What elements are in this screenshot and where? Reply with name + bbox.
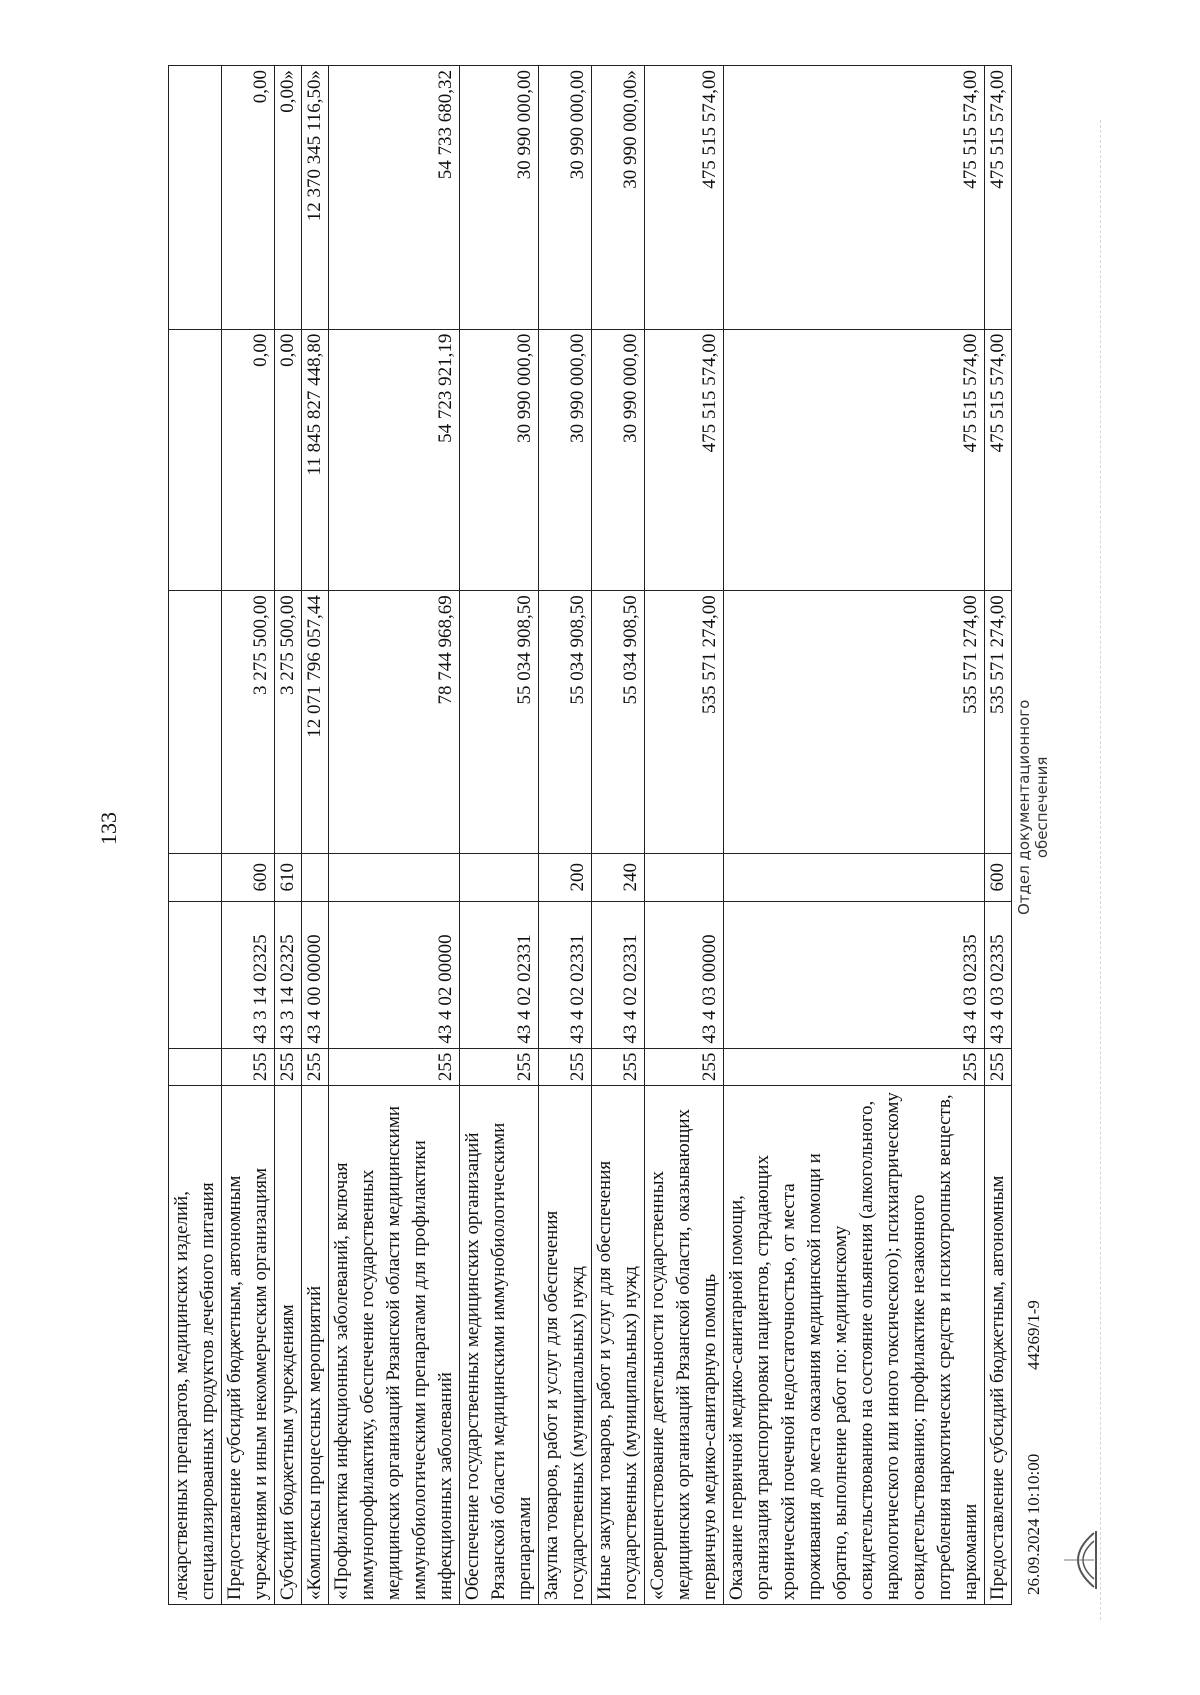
row-name-cell: Иные закупки товаров, работ и услуг для обеспечения государственных (муниципальных) нужд	[592, 1086, 645, 1605]
row-sum-2025-cell: 0,00	[222, 329, 275, 591]
row-sum-2024-cell: 3 275 500,00	[275, 591, 302, 854]
table-row	[985, 66, 1012, 1605]
row-csr-cell: 43 4 00 00000	[302, 901, 329, 1048]
row-name-cell: Предоставление субсидий бюджетным, автономным	[985, 1086, 1012, 1605]
row-sum-2024-cell: 535 571 274,00	[724, 591, 985, 854]
row-vr-cell	[645, 853, 724, 901]
department-stamp	[1015, 700, 1051, 915]
row-name-cell: «Профилактика инфекционных заболеваний, включая иммунопрофилактику, обеспечение государственных медицинских организаций Рязанской области медицинскими иммунобиологическими препаратами для профилактики инфекционных заболеваний	[329, 1086, 460, 1605]
row-sum-2025-cell	[169, 329, 222, 591]
row-sum-2024-cell: 55 034 908,50	[539, 591, 592, 854]
row-csr-cell: 43 4 03 02335	[985, 901, 1012, 1048]
rotated-content	[10, 15, 1110, 1615]
page-number: 133	[96, 812, 121, 845]
row-vr-cell	[329, 853, 460, 901]
organization-logo-icon	[1060, 1525, 1100, 1595]
table-row	[222, 66, 275, 1605]
row-sum-2025-cell: 30 990 000,00	[460, 329, 539, 591]
row-ved-cell: 255	[539, 1048, 592, 1086]
budget-table	[168, 65, 1012, 1605]
row-sum-2026-cell: 0,00	[222, 66, 275, 330]
row-sum-2026-cell: 30 990 000,00	[539, 66, 592, 330]
row-vr-cell	[460, 853, 539, 901]
table-row	[539, 66, 592, 1605]
table-row	[169, 66, 222, 1605]
row-name-cell: Оказание первичной медико-санитарной помощи, организация транспортировки пациентов, страдающих хронической почечной недостаточностью, от места проживания до места оказания медицинской помощи и обратно, выполнение работ по: медицинскому освидетельствованию на состояние опьянения (алкогольного, наркологического или иного токсического); психиатрическому освидетельствованию; профилактике незаконного потребления наркотических средств и психотропных веществ, наркомании	[724, 1086, 985, 1605]
table-row	[302, 66, 329, 1605]
row-sum-2026-cell: 54 733 680,32	[329, 66, 460, 330]
row-ved-cell: 255	[592, 1048, 645, 1086]
table-row	[724, 66, 985, 1605]
row-sum-2026-cell: 475 515 574,00	[985, 66, 1012, 330]
row-sum-2026-cell: 30 990 000,00	[460, 66, 539, 330]
row-csr-cell: 43 3 14 02325	[275, 901, 302, 1048]
row-sum-2024-cell: 55 034 908,50	[460, 591, 539, 854]
row-sum-2026-cell: 475 515 574,00	[724, 66, 985, 330]
row-csr-cell: 43 3 14 02325	[222, 901, 275, 1048]
row-ved-cell: 255	[222, 1048, 275, 1086]
row-sum-2025-cell: 11 845 827 448,80	[302, 329, 329, 591]
row-sum-2025-cell: 30 990 000,00	[592, 329, 645, 591]
row-ved-cell	[169, 1048, 222, 1086]
stamp-line-1: Отдел документационного	[1015, 699, 1033, 915]
footer-date: 26.09.2024 10:10:00	[1024, 1453, 1043, 1595]
row-name-cell: «Комплексы процессных мероприятий	[302, 1086, 329, 1605]
row-csr-cell: 43 4 02 02331	[539, 901, 592, 1048]
row-name-cell: Субсидии бюджетным учреждениям	[275, 1086, 302, 1605]
row-vr-cell	[169, 853, 222, 901]
row-sum-2024-cell	[169, 591, 222, 854]
row-vr-cell	[302, 853, 329, 901]
row-csr-cell: 43 4 03 00000	[645, 901, 724, 1048]
row-ved-cell: 255	[460, 1048, 539, 1086]
row-name-cell: лекарственных препаратов, медицинских изделий, специализированных продуктов лечебного питания	[169, 1086, 222, 1605]
row-csr-cell: 43 4 02 02331	[592, 901, 645, 1048]
row-sum-2025-cell: 30 990 000,00	[539, 329, 592, 591]
stamp-line-2: обеспечения	[1033, 756, 1051, 859]
row-ved-cell: 255	[724, 1048, 985, 1086]
row-sum-2025-cell: 475 515 574,00	[724, 329, 985, 591]
table-row	[275, 66, 302, 1605]
row-ved-cell: 255	[985, 1048, 1012, 1086]
row-sum-2024-cell: 12 071 796 057,44	[302, 591, 329, 854]
table-row	[460, 66, 539, 1605]
row-sum-2024-cell: 55 034 908,50	[592, 591, 645, 854]
row-sum-2025-cell: 475 515 574,00	[645, 329, 724, 591]
row-csr-cell: 43 4 03 02335	[724, 901, 985, 1048]
row-vr-cell: 240	[592, 853, 645, 901]
row-sum-2024-cell: 3 275 500,00	[222, 591, 275, 854]
row-sum-2026-cell	[169, 66, 222, 330]
row-name-cell: Предоставление субсидий бюджетным, автономным учреждениям и иным некоммерческим организациям	[222, 1086, 275, 1605]
row-vr-cell: 200	[539, 853, 592, 901]
row-sum-2026-cell: 12 370 345 116,50»	[302, 66, 329, 330]
row-name-cell: Обеспечение государственных медицинских организаций Рязанской области медицинскими иммунобиологическими препаратами	[460, 1086, 539, 1605]
row-sum-2024-cell: 78 744 968,69	[329, 591, 460, 854]
row-name-cell: «Совершенствование деятельности государственных медицинских организаций Рязанской области, оказывающих первичную медико-санитарную помощь	[645, 1086, 724, 1605]
row-ved-cell: 255	[302, 1048, 329, 1086]
table-row	[645, 66, 724, 1605]
row-vr-cell	[724, 853, 985, 901]
row-name-cell: Закупка товаров, работ и услуг для обеспечения государственных (муниципальных) нужд	[539, 1086, 592, 1605]
row-csr-cell: 43 4 02 00000	[329, 901, 460, 1048]
row-ved-cell: 255	[645, 1048, 724, 1086]
row-sum-2025-cell: 54 723 921,19	[329, 329, 460, 591]
row-sum-2026-cell: 0,00»	[275, 66, 302, 330]
row-csr-cell	[169, 901, 222, 1048]
row-sum-2025-cell: 0,00	[275, 329, 302, 591]
footer-code: 44269/1-9	[1024, 1300, 1043, 1370]
table-row	[329, 66, 460, 1605]
row-ved-cell: 255	[329, 1048, 460, 1086]
row-sum-2025-cell: 475 515 574,00	[985, 329, 1012, 591]
row-vr-cell: 600	[985, 853, 1012, 901]
row-sum-2024-cell: 535 571 274,00	[645, 591, 724, 854]
row-sum-2024-cell: 535 571 274,00	[985, 591, 1012, 854]
row-ved-cell: 255	[275, 1048, 302, 1086]
table-row	[592, 66, 645, 1605]
row-vr-cell: 610	[275, 853, 302, 901]
row-csr-cell: 43 4 02 02331	[460, 901, 539, 1048]
row-sum-2026-cell: 30 990 000,00»	[592, 66, 645, 330]
row-vr-cell: 600	[222, 853, 275, 901]
row-sum-2026-cell: 475 515 574,00	[645, 66, 724, 330]
